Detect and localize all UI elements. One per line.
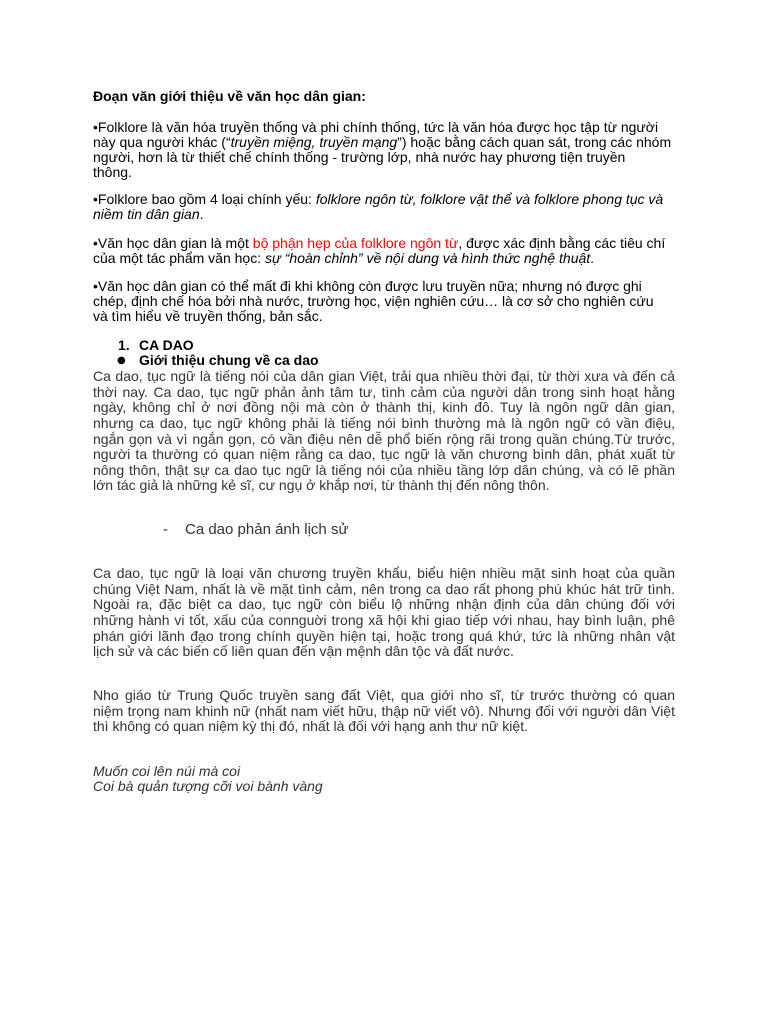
sub-item [0,522,768,538]
line-text: •Văn học dân gian có thể mất đi khi không còn được lưu truyền nữa; nhưng nó được ghi [93,277,642,294]
text-line [93,251,675,266]
text-line [93,192,675,207]
dash-marker: - [163,521,168,538]
history-paragraph [93,688,675,735]
text-line: lịch sử và các biến cố liên quan đến vận mệnh dân tộc và đất nước. [93,643,514,660]
highlighted-phrase: bộ phận hẹp của folklore ngôn từ [252,234,459,251]
line-text: chép, định chế hóa bởi nhà nước, trường học, viện nghiên cứu… là cơ sở cho nghiên cứu [93,292,654,309]
section-title: CA DAO [139,336,194,353]
subheading [0,353,768,368]
text-line: nông thôn, thật sự ca dao tục ngữ là tiếng nói của nhiều tầng lớp dân chúng, và có lẽ phần [93,461,675,478]
text-line [93,294,675,309]
intro-paragraph-folklore-definition [93,120,675,180]
text-line: Ngoài ra, đặc biệt ca dao, tục ngữ còn biểu lộ những nhận định của dân chúng đối với [93,596,675,613]
text-line [93,165,675,180]
verse [93,764,675,794]
text-line: thời nay. Ca dao, tục ngữ phản ảnh tâm tư, tình cảm của người dân trong sinh hoạt hằng [93,383,675,400]
text-line: Ca dao, tục ngữ là loại văn chương truyền khẩu, biểu hiện nhiều mặt sinh hoạt của quần [93,565,675,582]
text-line [93,135,675,150]
text-line: ngày, không chỉ ở nơi đồng nội mà còn ở thành thị, kinh đô. Tuy là ngôn ngữ dân gian, [93,399,675,416]
line-text: người, hơn là từ thiết chế chính thống - trường lớp, nhà nước hay phương tiện truyền [93,148,626,165]
line-text: •Văn học dân gian là một [93,234,253,251]
italic-phrase: sự “hoàn chỉnh” về nội dung và hình thức nghệ thuật [264,249,591,266]
line-text: này qua người khác (“ [93,133,231,150]
text-line [93,207,675,222]
section-heading [0,338,768,353]
intro-paragraph-folk-literature [93,236,675,266]
intro-paragraph-folklore-types [93,192,675,222]
page-heading: Đoạn văn giới thiệu về văn học dân gian: [93,88,366,104]
sub-item-label: Ca dao phản ánh lịch sử [185,521,349,538]
history-paragraph [93,566,675,660]
text-line: Ca dao, tục ngữ là tiếng nói của dân gian Việt, trải qua nhiều thời đại, từ thời xưa và đến cả [93,368,675,385]
italic-phrase: folklore ngôn từ, folklore vật thể và folklore phong tục và [315,190,664,207]
verse-line: Muốn coi lên núi mà coi [93,762,241,779]
text-line: chúng Việt Nam, nhất là về mặt tình cảm, nên trong ca dao rất phong phú khúc hát trữ tình. [93,580,675,597]
line-text: . [590,249,595,266]
text-line [93,309,675,324]
text-line: nhưng ca dao, tục ngữ không phải là tiếng nói bình thường mà là ngôn ngữ có vần điệu, [93,414,675,431]
text-line [93,236,675,251]
section-number: 1. [118,336,130,353]
line-text: •Folklore là văn hóa truyền thống và phi chính thống, tức là văn hóa được học tập từ người [93,118,659,135]
text-line: thì không có quan niệm kỳ thị đó, nhất là đối với hạng anh thư nữ kiệt. [93,718,528,735]
text-line [93,150,675,165]
verse-line: Coi bà quản tượng cỡi voi bành vàng [93,777,323,794]
text-line: người ta thường có quan niệm rằng ca dao, tục ngữ là văn chương bình dân, phát xuất từ [93,446,675,463]
line-text: thông. [93,163,132,180]
intro-paragraph-preservation [93,279,675,324]
text-line: Nho giáo từ Trung Quốc truyền sang đất Việt, qua giới nho sĩ, từ trước thường có quan [93,687,675,704]
text-line [93,279,675,294]
text-line: ngắn gọn và vì ngắn gọn, có vần điệu nên dễ phổ biến rộng rãi trong quần chúng.Từ trước, [93,430,675,447]
line-text: •Folklore bao gồm 4 loại chính yếu: [93,190,316,207]
bullet-marker: ● [117,354,126,366]
text-line: những hành vi tốt, xấu của connguời trong xã hội khi giao tiếp với nhau, hay bình luận, phê [93,611,675,628]
text-line [93,120,675,135]
subheading-title: Giới thiệu chung về ca dao [139,351,319,368]
text-line: niệm trọng nam khinh nữ (nhất nam viết hữu, thập nữ viết vô). Nhưng đối với người dân Việt [93,702,675,719]
line-text: , được xác định bằng các tiêu chí [458,234,666,251]
text-line: phán giới lãnh đạo trong chính quyền hiện tại, hoặc trong quá khứ, tức là những nhân vật [93,627,675,644]
line-text: ”) hoặc bằng cách quan sát, trong các nhóm [397,133,672,150]
line-text: của một tác phẩm văn học: [93,249,265,266]
italic-phrase: truyền miệng, truyền mạng [230,133,398,150]
italic-phrase: niềm tin dân gian [93,205,200,222]
line-text: và tìm hiểu về truyền thống, bản sắc. [93,307,323,324]
line-text: . [199,205,204,222]
ca-dao-intro-paragraph [93,369,675,494]
text-line: lớn tác giả là những kẻ sĩ, cư ngụ ở khắp nơi, từ thành thị đến nông thôn. [93,477,550,494]
